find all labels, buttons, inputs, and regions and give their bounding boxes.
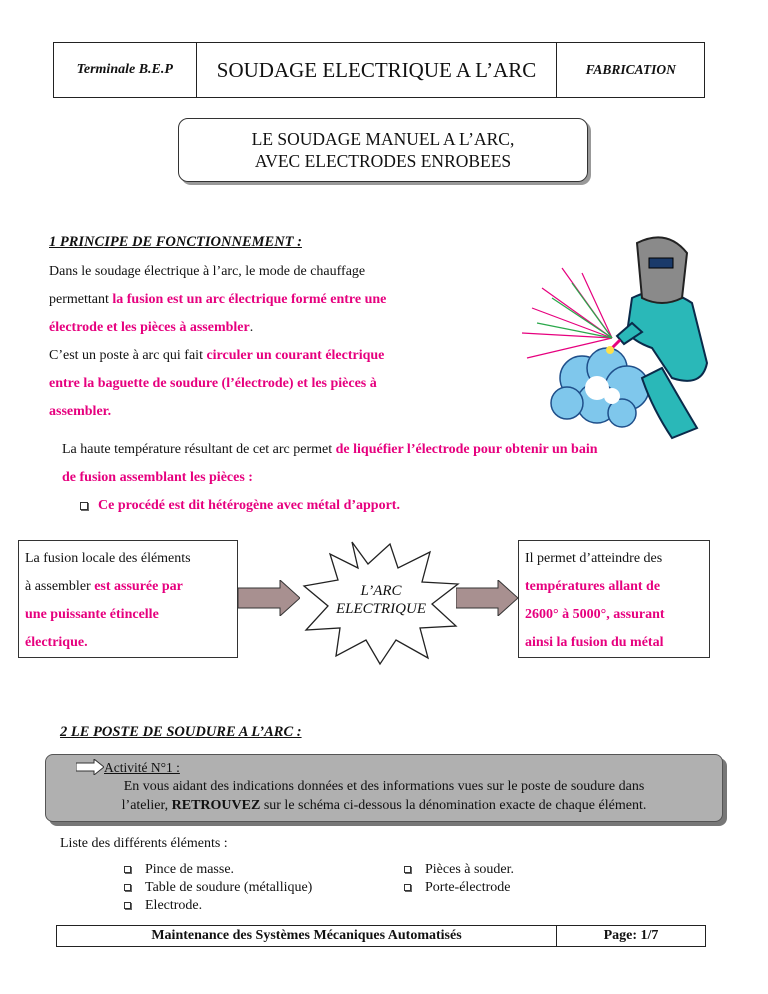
header-level: Terminale B.E.P	[54, 43, 197, 97]
s1-highlight: entre la baguette de soudure (l’électrode) et les pièces à	[49, 376, 377, 391]
list-item-label: Pince de masse.	[145, 862, 235, 877]
list-item-label: Electrode.	[145, 898, 203, 913]
s1-highlight: la fusion est un arc électrique formé entre une	[112, 292, 387, 307]
right-box-line: ainsi la fusion du métal	[525, 635, 664, 650]
s1-text: C’est un poste à arc qui fait	[49, 348, 207, 363]
footer-label: Maintenance des Systèmes Mécaniques Automatisés	[57, 926, 557, 946]
arc-label-line1: L’ARC	[360, 583, 402, 599]
list-item-label: Table de soudure (métallique)	[145, 880, 313, 895]
welder-body	[627, 292, 707, 381]
s1-text: permettant	[49, 292, 113, 307]
s1-line2	[49, 286, 519, 314]
checkbox-bullet-icon	[124, 884, 131, 891]
elements-list-left	[124, 861, 312, 915]
welder-illustration	[512, 228, 712, 450]
section1-paragraph3	[62, 436, 712, 492]
checkbox-bullet-icon	[80, 502, 88, 510]
list-item-label: Porte-électrode	[425, 880, 511, 895]
section1-paragraph	[49, 258, 519, 426]
s1-line6	[49, 398, 519, 426]
s1-highlight: assembler.	[49, 404, 112, 419]
section2-heading: 2 LE POSTE DE SOUDURE A L’ARC :	[60, 724, 302, 740]
checkbox-bullet-icon	[404, 884, 411, 891]
list-title: Liste des différents éléments :	[60, 836, 228, 851]
arc-label-line2: ELECTRIQUE	[336, 601, 426, 617]
activity-box	[45, 754, 723, 822]
checkbox-bullet-icon	[404, 866, 411, 873]
checkbox-bullet-icon	[124, 902, 131, 909]
bullet-text: Ce procédé est dit hétérogène avec métal d’apport.	[98, 498, 400, 513]
s1-highlight: électrode et les pièces à assembler	[49, 320, 250, 335]
checkbox-bullet-icon	[124, 866, 131, 873]
activity-label: Activité N°1 :	[104, 760, 180, 775]
spark-lines	[522, 268, 612, 358]
header-section: FABRICATION	[585, 62, 676, 77]
list-item-label: Pièces à souder.	[425, 862, 515, 877]
list-item	[124, 861, 312, 879]
activity-text: sur le schéma ci-dessous la dénomination exacte de chaque élément.	[260, 798, 647, 813]
arc-label	[318, 582, 444, 618]
left-box-line	[25, 573, 231, 601]
section1-heading: 1 PRINCIPE DE FONCTIONNEMENT :	[49, 234, 302, 250]
s1-p3-line2	[62, 464, 712, 492]
s1-highlight: circuler un courant électrique	[206, 348, 385, 363]
arrow-right-icon	[76, 759, 104, 775]
list-item	[124, 897, 312, 915]
s1-p3-line1	[62, 436, 712, 464]
page-number: Page: 1/7	[603, 928, 659, 943]
s1-line4	[49, 342, 519, 370]
list-item	[124, 879, 312, 897]
list-item	[404, 879, 514, 897]
activity-instructions	[46, 777, 722, 815]
left-box-text: à assembler	[25, 579, 95, 594]
activity-line1: En vous aidant des indications données et des informations vues sur le poste de soudure dans	[123, 779, 645, 794]
left-box-line: La fusion locale des éléments	[25, 551, 191, 566]
right-box-line: températures allant de	[525, 579, 661, 594]
document-title-box	[178, 118, 588, 182]
footer-table	[56, 925, 706, 947]
s1-text: Dans le soudage électrique à l’arc, le mode de chauffage	[49, 264, 366, 279]
header-table	[53, 42, 705, 98]
right-box-line: 2600° à 5000°, assurant	[525, 607, 665, 622]
s1-text: La haute température résultant de cet arc permet	[62, 442, 336, 457]
process-bullet	[80, 492, 400, 520]
left-box-line: électrique.	[25, 635, 88, 650]
left-box-highlight: est assurée par	[94, 579, 183, 594]
diagram-right-box	[518, 540, 710, 658]
arrow-right-icon	[238, 580, 300, 616]
document-title-line1: LE SOUDAGE MANUEL A L’ARC,	[251, 129, 515, 149]
s1-highlight: de liquéfier l’électrode pour obtenir un bain	[335, 442, 598, 457]
elements-list-right	[404, 861, 514, 897]
s1-line1	[49, 258, 519, 286]
s1-line5	[49, 370, 519, 398]
list-item	[404, 861, 514, 879]
document-title-line2: AVEC ELECTRODES ENROBEES	[254, 151, 512, 171]
left-box-line: une puissante étincelle	[25, 607, 159, 622]
s1-line3	[49, 314, 519, 342]
activity-text: l’atelier,	[121, 798, 172, 813]
diagram-left-box	[18, 540, 238, 658]
s1-text: .	[249, 320, 254, 335]
right-box-line: Il permet d’atteindre des	[525, 551, 663, 566]
arrow-right-icon	[456, 580, 518, 616]
s1-highlight: de fusion assemblant les pièces :	[62, 470, 253, 485]
header-title: SOUDAGE ELECTRIQUE A L’ARC	[197, 43, 558, 97]
activity-line2	[46, 796, 722, 815]
activity-bold: RETROUVEZ	[171, 798, 261, 813]
welding-mask	[637, 237, 687, 303]
